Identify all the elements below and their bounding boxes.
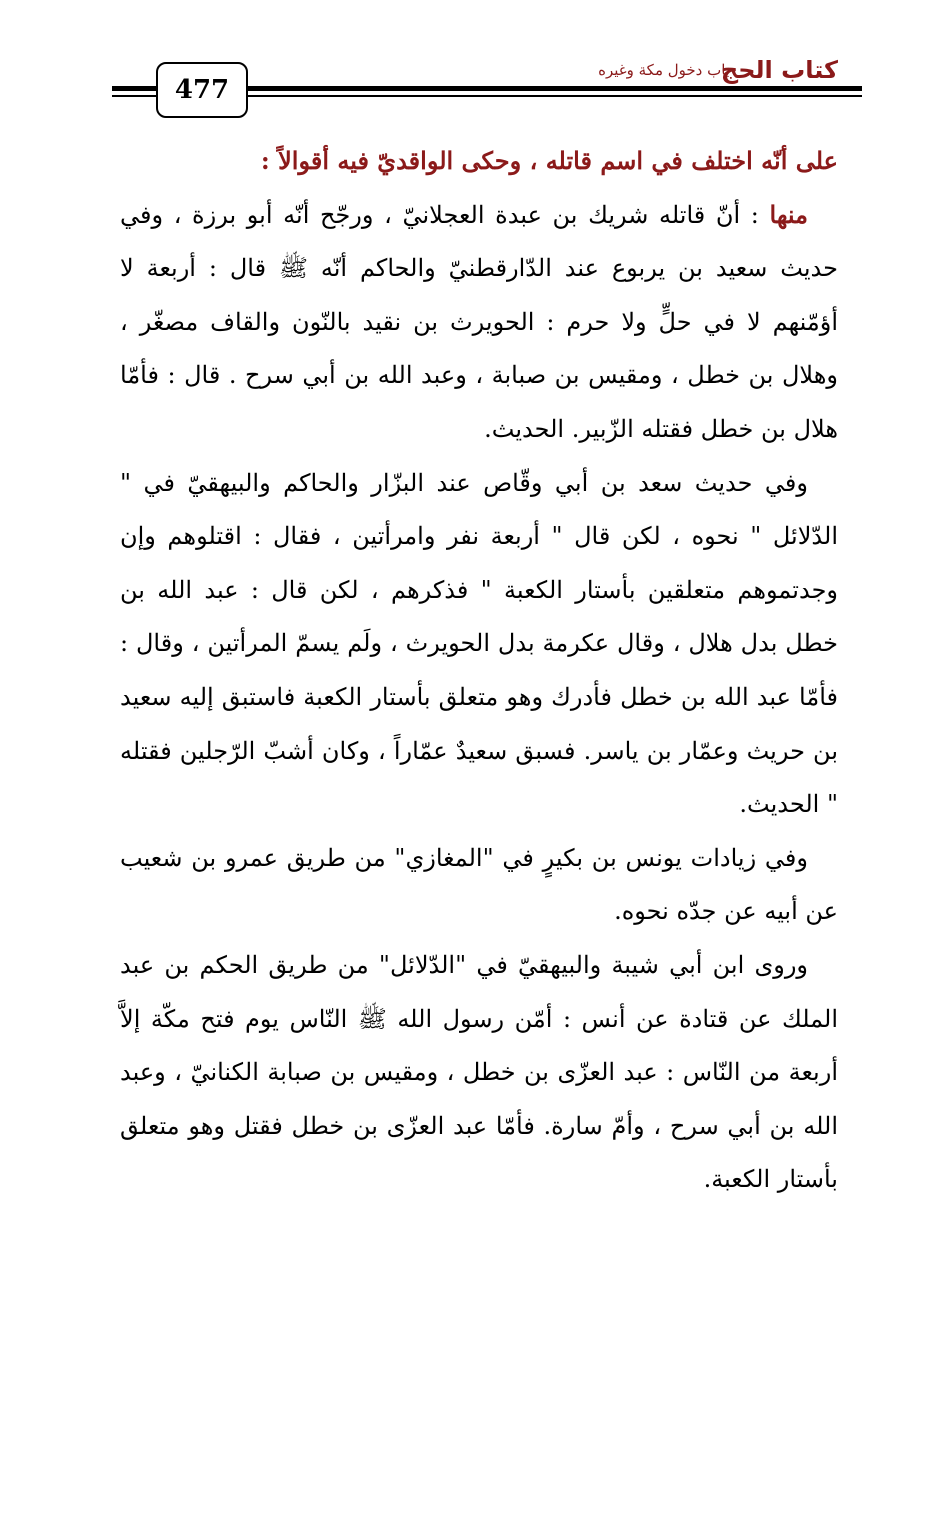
paragraph-1	[120, 188, 838, 457]
chapter-title: باب دخول مكة وغيره	[598, 61, 730, 79]
book-title: كتاب الحج	[720, 56, 838, 84]
paragraph-1-label: منها	[769, 199, 808, 229]
section-heading: على أنّه اختلف في اسم قاتله ، وحكى الواقديّ فيه أقوالاً :	[260, 146, 838, 175]
page-number: 477	[174, 75, 230, 105]
paragraph-1-text: : أنّ قاتله شريك بن عبدة العجلانيّ ، ورجّح أنّه أبو برزة ، وفي حديث سعيد بن يربوع عند الدّارقطنيّ والحاكم أنّه ﷺ قال : أربعة لا أؤمّنهم لا في حلٍّ ولا حرم : الحويرث بن نقيد بالنّون والقاف مصغّر ، وهلال بن خطل ، ومقيس بن صبابة ، وعبد الله بن أبي سرح . قال : فأمّا هلال بن خطل فقتله الزّبير. الحديث.	[120, 200, 838, 443]
paragraph-3: وفي زيادات يونس بن بكيرٍ في "المغازي" من طريق عمرو بن شعيب عن أبيه عن جدّه نحوه.	[120, 843, 838, 926]
page-number-box	[156, 62, 248, 118]
paragraph-4: وروى ابن أبي شيبة والبيهقيّ في "الدّلائل" من طريق الحكم بن عبد الملك عن قتادة عن أنس : أمّن رسول الله ﷺ النّاس يوم فتح مكّة إلاَّ أربعة من النّاس : عبد العزّى بن خطل ، ومقيس بن صبابة الكنانيّ ، وعبد الله بن أبي سرح ، وأمّ سارة. فأمّا عبد العزّى بن خطل فقتل وهو متعلق بأستار الكعبة.	[120, 950, 838, 1194]
body-text	[120, 134, 838, 1207]
paragraph-2: وفي حديث سعد بن أبي وقّاص عند البزّار والحاكم والبيهقيّ في " الدّلائل " نحوه ، لكن قال " أربعة نفر وامرأتين ، فقال : اقتلوهم وإن وجدتموهم متعلقين بأستار الكعبة " فذكرهم ، لكن قال : عبد الله بن خطل بدل هلال ، وقال عكرمة بدل الحويرث ، ولَم يسمّ المرأتين ، وقال : فأمّا عبد الله بن خطل فأدرك وهو متعلق بأستار الكعبة فاستبق إليه سعيد بن حريث وعمّار بن ياسر. فسبق سعيدٌ عمّاراً ، وكان أشبّ الرّجلين فقتله " الحديث.	[120, 468, 839, 819]
page-header	[112, 50, 862, 120]
